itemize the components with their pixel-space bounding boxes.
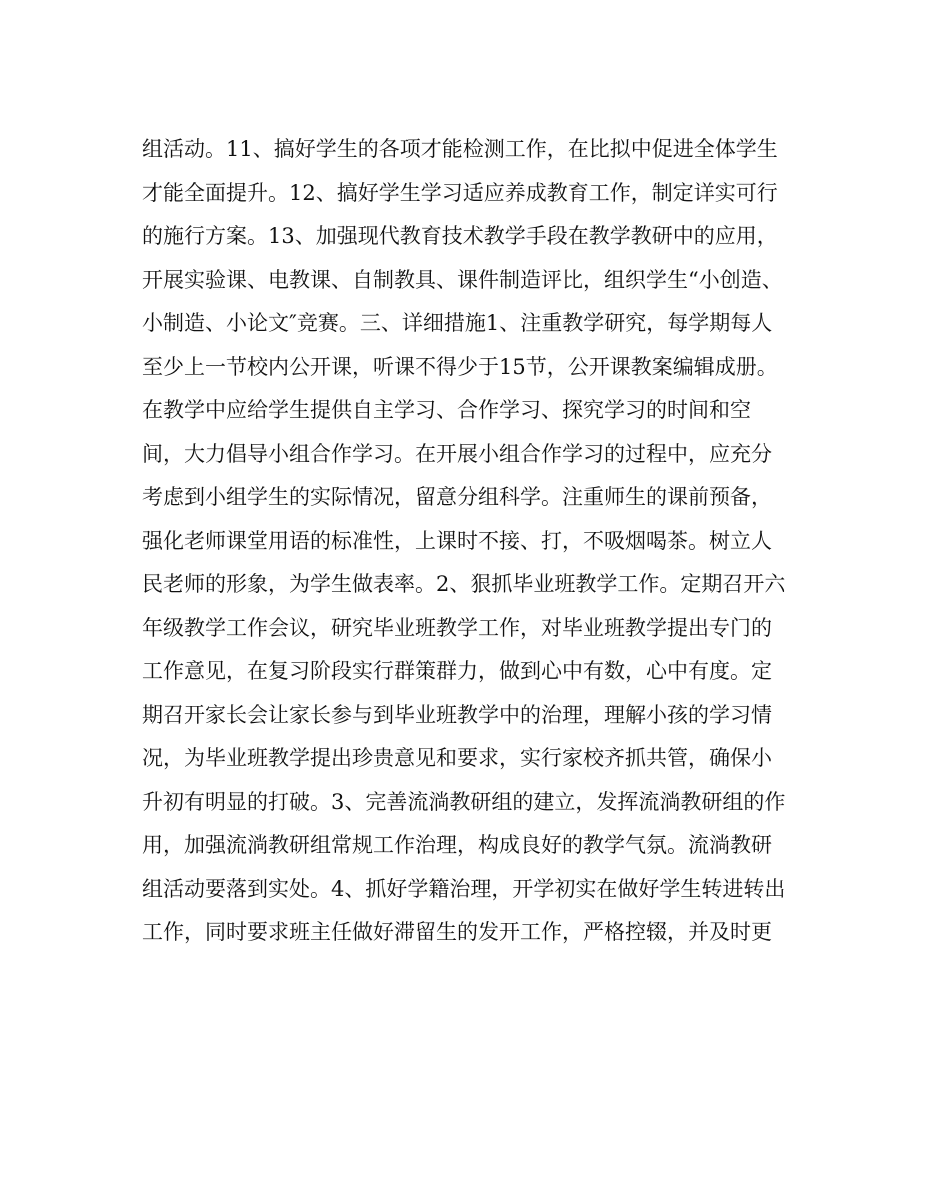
text-line: 况，为毕业班教学提出珍贵意见和要求，实行家校齐抓共管，确保小	[142, 746, 772, 770]
text-line: 开展实验课、电教课、自制教具、课件制造评比，组织学生“小创造、	[142, 267, 783, 292]
text-line: 考虑到小组学生的实际情况，留意分组科学。注重师生的课前预备，	[142, 485, 772, 509]
text-line: 才能全面提升。12、搞好学生学习适应养成教育工作，制定详实可行	[142, 180, 778, 205]
text-line: 组活动要落到实处。4、抓好学籍治理，开学初实在做好学生转进转出	[142, 876, 786, 901]
text-line: 的施行方案。13、加强现代教育技术教学手段在教学教研中的应用，	[142, 224, 778, 248]
text-line: 民老师的形象，为学生做表率。2、狠抓毕业班教学工作。定期召开六	[142, 572, 786, 596]
text-line: 工作，同时要求班主任做好滞留生的发开工作，严格控辍，并及时更	[142, 920, 772, 944]
body-text	[142, 128, 822, 955]
text-line: 在教学中应给学生提供自主学习、合作学习、探究学习的时间和空	[142, 398, 751, 422]
text-line: 强化老师课堂用语的标准性，上课时不接、打，不吸烟喝茶。树立人	[142, 528, 772, 553]
text-line: 小制造、小论文″竞赛。三、详细措施1、注重教学研究，每学期每人	[142, 311, 773, 335]
text-line: 间，大力倡导小组合作学习。在开展小组合作学习的过程中，应充分	[142, 441, 772, 466]
text-line: 用，加强流淌教研组常规工作治理，构成良好的教学气氛。流淌教研	[142, 833, 772, 857]
text-line: 组活动。11、搞好学生的各项才能检测工作，在比拟中促进全体学生	[142, 137, 778, 161]
text-line: 期召开家长会让家长参与到毕业班教学中的治理，理解小孩的学习情	[142, 702, 772, 727]
text-line: 升初有明显的打破。3、完善流淌教研组的建立，发挥流淌教研组的作	[142, 789, 786, 814]
text-line: 工作意见，在复习阶段实行群策群力，做到心中有数，心中有度。定	[142, 659, 772, 683]
text-line: 至少上一节校内公开课，听课不得少于15节，公开课教案编辑成册。	[142, 354, 778, 379]
text-line: 年级教学工作会议，研究毕业班教学工作，对毕业班教学提出专门的	[142, 615, 772, 640]
